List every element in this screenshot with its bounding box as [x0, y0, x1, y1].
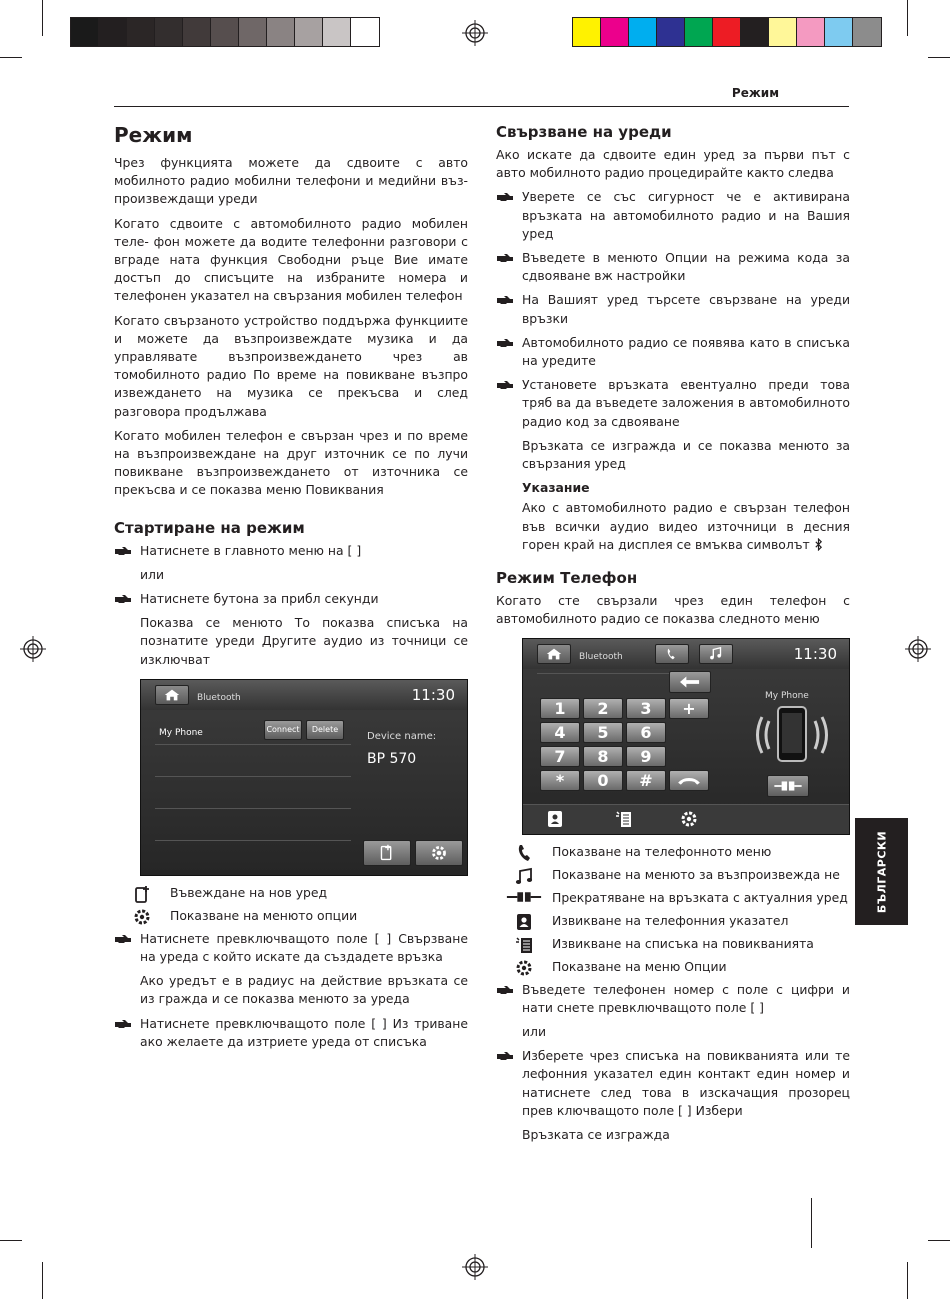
phone-label: My Phone — [765, 691, 809, 702]
registration-mark-icon — [20, 636, 46, 662]
pointing-hand-icon — [496, 295, 514, 305]
color-swatch — [211, 18, 239, 46]
pointing-hand-icon — [496, 985, 514, 995]
music-note-icon — [700, 645, 732, 663]
color-swatch — [295, 18, 323, 46]
color-swatch — [797, 18, 825, 46]
pointing-hand-icon — [496, 1051, 514, 1061]
bluetooth-icon — [814, 538, 823, 551]
dialpad-key[interactable]: 6 — [626, 722, 666, 743]
device-list-item[interactable]: My Phone — [159, 727, 203, 738]
gear-icon — [416, 841, 462, 865]
crop-mark — [42, 0, 43, 36]
pairing-result: Връзката се изгражда и се показва менюто за свързания уред — [522, 437, 850, 472]
legend-item: Показване на меню Опции — [496, 958, 850, 977]
color-swatch — [71, 18, 99, 46]
device-name-value: BP 570 — [367, 750, 417, 767]
color-swatch — [155, 18, 183, 46]
color-swatch — [853, 18, 881, 46]
clock: 11:30 — [793, 645, 837, 664]
section-heading-start: Стартиране на режим — [114, 518, 305, 537]
dialpad-key[interactable]: 2 — [583, 698, 623, 719]
list-divider — [155, 840, 351, 841]
color-swatch — [573, 18, 601, 46]
legend-item: Показване на телефонното меню — [496, 843, 850, 862]
phone-icon — [515, 844, 533, 862]
call-list-icon — [515, 936, 533, 954]
phone-icon — [656, 645, 688, 663]
dialpad-key[interactable]: 1 — [540, 698, 580, 719]
color-swatch — [685, 18, 713, 46]
call-button[interactable] — [669, 770, 709, 791]
dialpad-key[interactable]: 8 — [583, 746, 623, 767]
instruction-step: Въведете телефонен номер с поле с цифри и нати снете превключващото поле [ ] — [496, 981, 850, 1017]
music-menu-button[interactable] — [699, 644, 733, 664]
crop-mark — [928, 1240, 950, 1241]
dialpad-key[interactable]: 0 — [583, 770, 623, 791]
pairing-intro: Ако искате да сдвоите един уред за първи път с авто мобилното радио процедирайте както следва — [496, 147, 850, 181]
home-button[interactable] — [537, 644, 571, 664]
color-swatch — [127, 18, 155, 46]
section-heading-pairing: Свързване на уреди — [496, 123, 672, 141]
pointing-hand-icon — [496, 192, 514, 202]
screen-source-label: Bluetooth — [197, 692, 241, 703]
pairing-step: На Вашият уред търсете свързване на уреди връзки — [496, 291, 850, 327]
step-result: Показва се менюто То показва списъка на познатите уреди Другите аудио из точници се изключват — [140, 615, 468, 667]
crop-mark — [0, 57, 22, 58]
gear-icon — [133, 908, 151, 926]
color-swatch — [351, 18, 379, 46]
page-title: Режим — [114, 123, 193, 147]
pointing-hand-icon — [114, 934, 132, 944]
delete-button[interactable]: Delete — [306, 720, 344, 740]
color-swatch — [239, 18, 267, 46]
dialpad-key[interactable]: # — [626, 770, 666, 791]
color-swatch — [769, 18, 797, 46]
legend-item: Извикване на телефонния указател — [496, 912, 850, 931]
step-result: Ако уредът е в радиус на действие връзката се из гражда и се показва менюто за уреда — [140, 973, 468, 1007]
registration-mark-icon — [462, 20, 488, 46]
pairing-step: Уверете се със сигурност че е активирана връзката на автомобилното радио и на Вашия уред — [496, 188, 850, 243]
screen-source-label: Bluetooth — [579, 652, 623, 663]
device-name-label: Device name: — [367, 730, 437, 742]
crop-mark — [811, 1198, 812, 1248]
music-note-icon — [514, 867, 534, 885]
pairing-step: Автомобилното радио се появява като в списъка на уредите — [496, 334, 850, 370]
gray-calibration-strip — [70, 17, 380, 47]
contacts-icon — [515, 913, 533, 931]
right-column — [496, 122, 850, 1150]
list-divider — [155, 776, 351, 777]
color-swatch — [825, 18, 853, 46]
pointing-hand-icon — [496, 380, 514, 390]
instruction-step: Натиснете превключващото поле [ ] Свързване на уреда с който искате да създадете връзка — [114, 930, 468, 966]
color-swatch — [267, 18, 295, 46]
home-button[interactable] — [155, 685, 189, 705]
dialpad-key[interactable]: 3 — [626, 698, 666, 719]
pointing-hand-icon — [114, 1019, 132, 1029]
pairing-step: Установете връзката евентуално преди това тряб ва да въведете заложения в автомобилното радио код за сдвояване — [496, 376, 850, 431]
color-swatch — [741, 18, 769, 46]
left-column — [114, 122, 468, 1057]
instruction-step: Натиснете бутона за прибл секунди — [114, 590, 468, 608]
options-button[interactable] — [415, 840, 463, 866]
backspace-arrow-icon — [670, 672, 710, 692]
phone-intro: Когато сте свързали чрез един телефон с автомобилното радио се показва следното меню — [496, 593, 850, 627]
intro-paragraph: Чрез функцията можете да сдвоите с авто мобилното радио мобилни телефони и медийни въз- произвеждащи уреди — [114, 155, 468, 207]
clock: 11:30 — [411, 685, 455, 704]
dialpad-key[interactable]: * — [540, 770, 580, 791]
contacts-icon[interactable] — [545, 809, 565, 829]
pointing-hand-icon — [496, 338, 514, 348]
pointing-hand-icon — [114, 594, 132, 604]
phone-device-icon — [747, 705, 837, 765]
dialpad-key[interactable]: 5 — [583, 722, 623, 743]
legend-item: Показване на менюто за възпроизвежда не — [496, 866, 850, 885]
home-icon — [538, 645, 570, 663]
dialpad-key[interactable]: 9 — [626, 746, 666, 767]
registration-mark-icon — [462, 1254, 488, 1280]
legend-item: Показване на менюто опции — [114, 907, 468, 926]
step-result: Връзката се изгражда — [522, 1127, 670, 1143]
crop-mark — [0, 1240, 22, 1241]
crop-mark — [42, 1262, 43, 1299]
disconnect-button[interactable] — [767, 775, 809, 797]
color-swatch — [323, 18, 351, 46]
intro-paragraph: Когато свързаното устройство поддържа функциите и можете да възпроизвеждате музика и да управлявате възпроизвеждането чрез ав томобилното радио По време на повикване възпро извеждането на музика се прекъсва и след разговора продължава — [114, 312, 468, 419]
list-divider — [155, 808, 351, 809]
dialpad-key[interactable]: 4 — [540, 722, 580, 743]
registration-mark-icon — [905, 636, 931, 662]
backspace-button[interactable] — [669, 671, 711, 693]
disconnect-icon — [505, 890, 543, 904]
phone-menu-button[interactable] — [655, 644, 689, 664]
intro-paragraph: Когато сдвоите с автомобилното радио мобилен теле- фон можете да водите телефонни разговори с вграде ната функция Свободни ръце Вие имате достъп до списъците на избраните номера и телефонен указател на свързания мобилен телефон — [114, 215, 468, 304]
handset-icon — [670, 771, 708, 790]
color-swatch — [629, 18, 657, 46]
crop-mark — [907, 0, 908, 36]
header-rule — [114, 106, 849, 107]
color-swatch — [183, 18, 211, 46]
color-calibration-strip — [572, 17, 882, 47]
pointing-hand-icon — [114, 546, 132, 556]
color-swatch — [713, 18, 741, 46]
intro-paragraph: Когато мобилен телефон е свързан чрез и по време на възпроизвеждане на друг източник се по лучи повикване възпроизвеждането от източника се прекъсва и се показва меню Повиквания — [114, 427, 468, 498]
crop-mark — [907, 1262, 908, 1299]
color-swatch — [99, 18, 127, 46]
list-divider — [155, 744, 351, 745]
crop-mark — [928, 57, 950, 58]
bluetooth-device-screen — [140, 679, 468, 876]
call-list-icon[interactable] — [613, 809, 633, 829]
legend-item: Въвеждане на нов уред — [114, 884, 468, 903]
hint-heading: Указание — [522, 480, 590, 496]
legend-item: Прекратяване на връзката с актуалния уред — [496, 889, 850, 907]
pairing-step: Въведете в менюто Опции на режима кода за сдвояване вж настройки — [496, 249, 850, 285]
add-device-button[interactable] — [363, 840, 411, 866]
legend-item: Извикване на списъка на повикванията — [496, 935, 850, 954]
disconnect-icon — [768, 776, 808, 796]
instruction-step: Натиснете в главното меню на [ ] — [114, 542, 468, 560]
running-head: Режим — [731, 86, 779, 100]
language-tab: БЪЛГАРСКИ — [855, 818, 908, 925]
color-swatch — [601, 18, 629, 46]
dialpad-key[interactable]: 7 — [540, 746, 580, 767]
dialpad-key[interactable]: + — [669, 698, 709, 719]
hint-text: Ако с автомобилното радио е свързан телефон във всички аудио видео източници в десния горен край на дисплея се вмъква символът — [522, 500, 850, 552]
home-icon — [156, 686, 188, 704]
color-swatch — [657, 18, 685, 46]
gear-icon[interactable] — [679, 809, 699, 829]
instruction-step: Изберете чрез списъка на повикванията или те лефонния указател един контакт един номер и натиснете след това в изскачащия прозорец прев ключващото поле [ ] Избери — [496, 1047, 850, 1120]
or-text: или — [522, 1024, 547, 1040]
phone-dialpad-screen — [522, 638, 850, 835]
pointing-hand-icon — [496, 253, 514, 263]
section-heading-phone: Режим Телефон — [496, 569, 638, 588]
instruction-step: Натиснете превключващото поле [ ] Из триване ако желаете да изтриете уреда от списъка — [114, 1015, 468, 1051]
gear-icon — [515, 959, 533, 977]
or-text: или — [140, 566, 165, 582]
connect-button[interactable]: Connect — [264, 720, 302, 740]
add-device-icon — [364, 841, 410, 865]
add-device-icon — [133, 885, 151, 903]
